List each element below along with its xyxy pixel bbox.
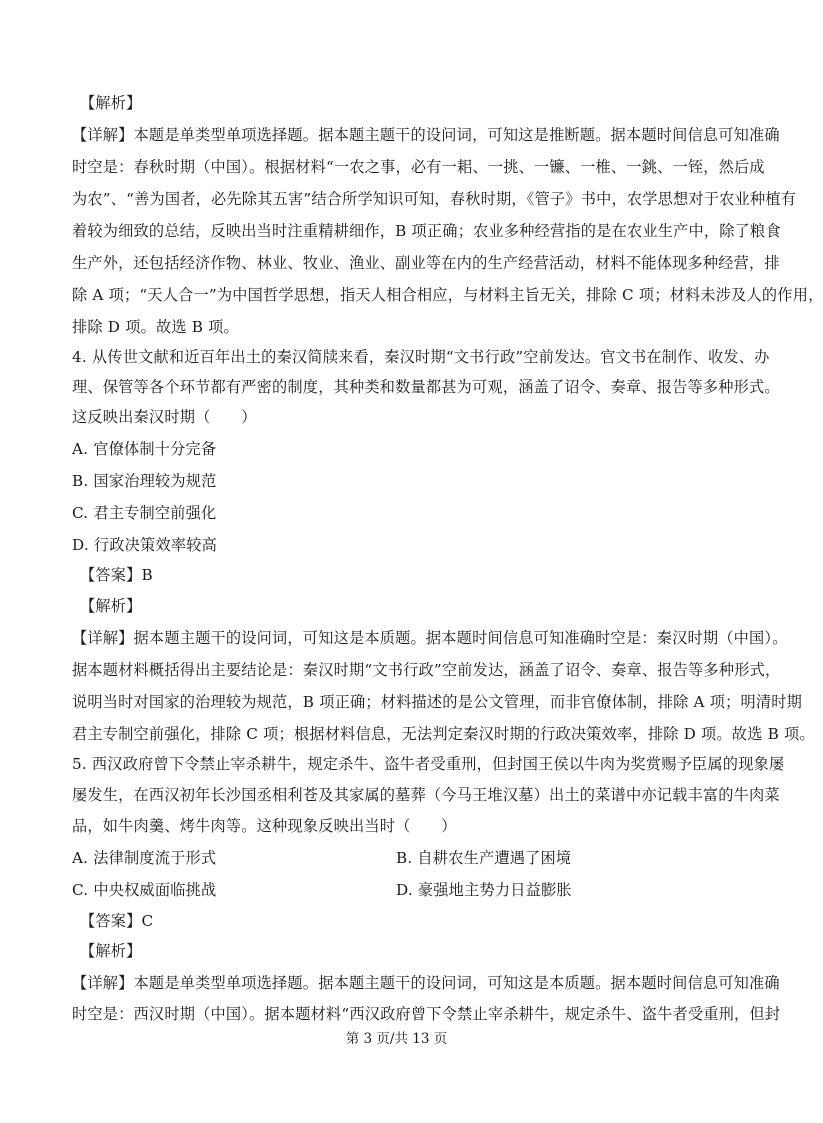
page-footer: 第 3 页/共 13 页	[345, 1031, 448, 1047]
explanation-line: 排除 D 项。故选 B 项。	[72, 318, 239, 336]
option-a: A. 法律制度流于形式	[72, 849, 217, 867]
analysis-heading: 【解析】	[80, 942, 142, 960]
question-4-stem: 这反映出秦汉时期（ ）	[72, 408, 257, 426]
explanation-line: 时空是：西汉时期（中国）。据本题材料“西汉政府曾下令禁止宰杀耕牛，规定杀牛、盗牛者受重刑，但封	[72, 1005, 781, 1023]
options-row	[72, 880, 744, 900]
question-5-stem: 5. 西汉政府曾下令禁止宰杀耕牛，规定杀牛、盗牛者受重刑，但封国王侯以牛肉为奖赏赐予臣属的现象屡	[72, 755, 785, 773]
analysis-heading: 【解析】	[80, 597, 142, 615]
explanation-line: 【详解】据本题主题干的设问词，可知这是本质题。据本题时间信息可知准确时空是：秦汉时期（中国）。	[72, 629, 788, 647]
question-5-stem: 屡发生，在西汉初年长沙国丞相利苍及其家属的墓葬（今马王堆汉墓）出土的菜谱中亦记载丰富的牛肉菜	[72, 786, 780, 804]
explanation-line: 为农”、“善为国者，必先除其五害”结合所学知识可知，春秋时期，《管子》书中，农学思想对于农业种植有	[72, 190, 797, 208]
option-d: D. 行政决策效率较高	[72, 536, 217, 554]
explanation-line: 君主专制空前强化，排除 C 项；根据材料信息，无法判定秦汉时期的行政决策效率，排除 D 项。故选 B 项。	[72, 725, 815, 743]
option-b: B. 自耕农生产遭遇了困境	[396, 849, 572, 867]
explanation-line: 生产外，还包括经济作物、林业、牧业、渔业、副业等在内的生产经营活动，材料不能体现多种经营，排	[72, 254, 780, 272]
question-5-stem: 品，如牛肉羹、烤牛肉等。这种现象反映出当时（ ）	[72, 817, 457, 835]
explanation-line: 【详解】本题是单类型单项选择题。据本题主题干的设问词，可知这是本质题。据本题时间信息可知准确	[72, 974, 780, 992]
question-4-stem: 理、保管等各个环节都有严密的制度，其种类和数量都甚为可观，涵盖了诏令、奏章、报告等多种形式。	[72, 378, 780, 396]
option-c: C. 中央权威面临挑战	[72, 881, 217, 899]
analysis-heading: 【解析】	[80, 94, 142, 112]
explanation-line: 除 A 项；“天人合一”为中国哲学思想，指天人相合相应，与材料主旨无关，排除 C 项；材料未涉及人的作用，	[72, 286, 823, 304]
explanation-line: 时空是：春秋时期（中国）。根据材料“一农之事，必有一耜、一挑、一镰、一椎、一銚、一铚，然后成	[72, 158, 765, 176]
options-row	[72, 848, 744, 868]
option-d: D. 豪强地主势力日益膨胀	[396, 881, 572, 899]
option-b: B. 国家治理较为规范	[72, 472, 217, 490]
explanation-line: 着较为细致的总结，反映出当时注重精耕细作，B 项正确；农业多种经营指的是在农业生产中，除了粮食	[72, 222, 781, 240]
option-a: A. 官僚体制十分完备	[72, 440, 217, 458]
explanation-line: 【详解】本题是单类型单项选择题。据本题主题干的设问词，可知这是推断题。据本题时间信息可知准确	[72, 126, 780, 144]
option-c: C. 君主专制空前强化	[72, 504, 217, 522]
question-4-stem: 4. 从传世文献和近百年出土的秦汉简牍来看，秦汉时期“文书行政”空前发达。官文书在制作、收发、办	[72, 348, 770, 366]
explanation-line: 说明当时对国家的治理较为规范，B 项正确；材料描述的是公文管理，而非官僚体制，排除 A 项；明清时期	[72, 693, 803, 711]
answer-label: 【答案】C	[80, 912, 154, 930]
explanation-line: 据本题材料概括得出主要结论是：秦汉时期“文书行政”空前发达，涵盖了诏令、奏章、报告等多种形式，	[72, 661, 781, 679]
answer-label: 【答案】B	[80, 566, 153, 584]
